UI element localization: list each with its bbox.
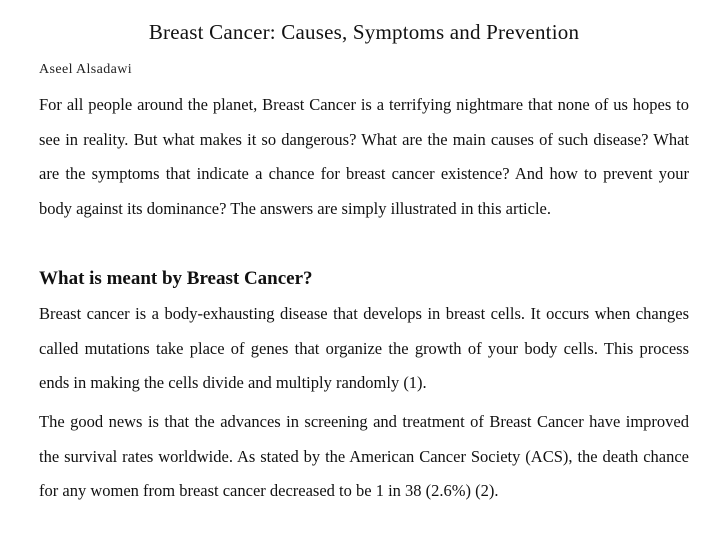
intro-paragraph: For all people around the planet, Breast Cancer is a terrifying nightmare that none of us hopes to see in reality. But what makes it so dangerous? What are the main causes of such disease? What are the symptoms that indicate a chance for breast cancer existence? And how to prevent your body against its dominance? The answers are simply illustrated in this article. <box>39 95 689 218</box>
section-paragraph-1: Breast cancer is a body-exhausting disease that develops in breast cells. It occurs when changes called mutations take place of genes that organize the growth of your body cells. This process ends in making the cells divide and multiply randomly (1). <box>39 304 689 392</box>
section-paragraph-2: The good news is that the advances in screening and treatment of Breast Cancer have improved the survival rates worldwide. As stated by the American Cancer Society (ACS), the death chance for any women from breast cancer decreased to be 1 in 38 (2.6%) (2). <box>39 412 689 500</box>
section-heading: What is meant by Breast Cancer? <box>39 268 313 289</box>
document-title: Breast Cancer: Causes, Symptoms and Prevention <box>148 20 580 44</box>
author-name: Aseel Alsadawi <box>39 62 133 77</box>
